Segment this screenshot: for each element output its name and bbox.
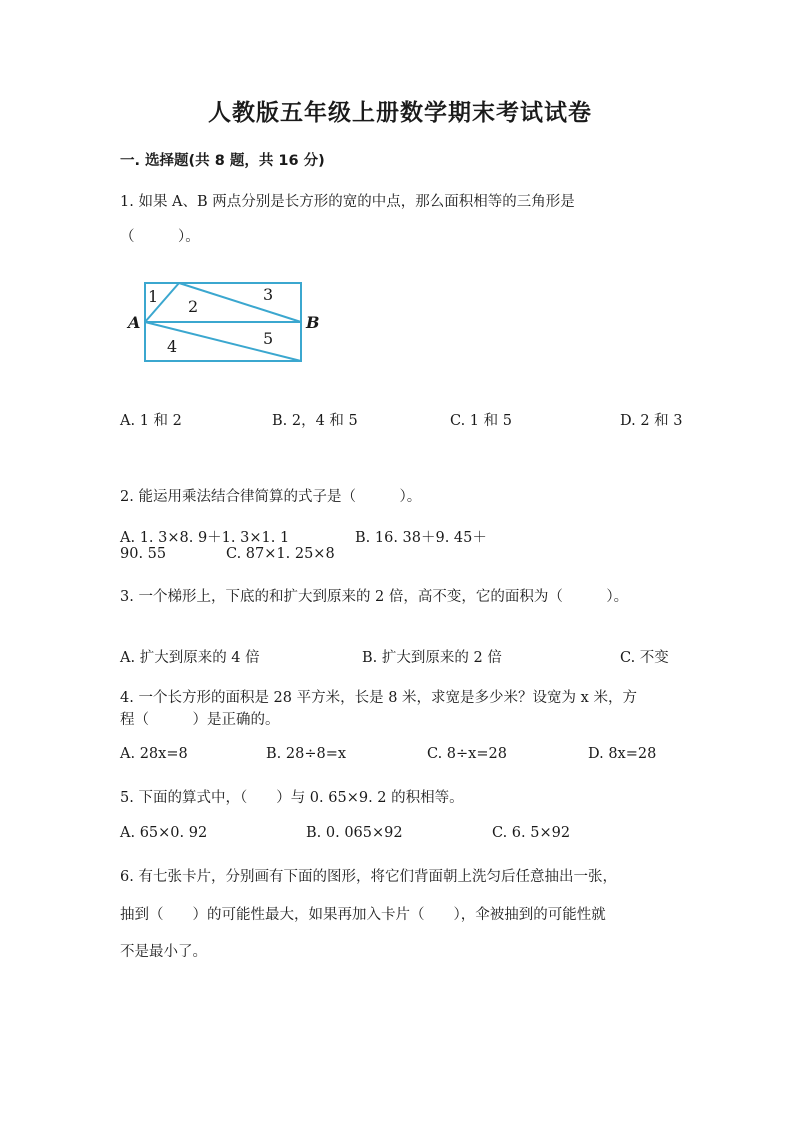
figure-label-2: 2 — [188, 297, 199, 316]
question-1-blank: （ ）。 — [120, 229, 200, 245]
question-1-text: 1. 如果 A、B 两点分别是长方形的宽的中点，那么面积相等的三角形是 — [120, 194, 575, 210]
question-4-option-d[interactable]: D. 8x=28 — [588, 746, 657, 762]
question-4-text-line2: 程（ ）是正确的。 — [120, 712, 280, 728]
figure-label-1: 1 — [148, 287, 159, 306]
question-5-text: 5. 下面的算式中，（ ）与 0. 65×9. 2 的积相等。 — [120, 790, 464, 806]
question-6-text-line3: 不是最小了。 — [120, 944, 207, 960]
question-2-option-b-continued: 90. 55 — [120, 546, 167, 562]
figure-point-a: A — [128, 313, 141, 332]
section-heading-choice: 一. 选择题(共 8 题，共 16 分) — [120, 153, 325, 169]
question-6-text-line1: 6. 有七张卡片，分别画有下面的图形，将它们背面朝上洗匀后任意抽出一张， — [120, 869, 617, 885]
question-5-option-c[interactable]: C. 6. 5×92 — [492, 825, 571, 841]
question-3-option-b[interactable]: B. 扩大到原来的 2 倍 — [362, 650, 502, 666]
question-3-option-a[interactable]: A. 扩大到原来的 4 倍 — [120, 650, 260, 666]
figure-label-5: 5 — [263, 329, 274, 348]
question-1-option-a[interactable]: A. 1 和 2 — [120, 413, 182, 429]
question-1-figure — [115, 270, 355, 380]
question-5-option-b[interactable]: B. 0. 065×92 — [306, 825, 403, 841]
figure-point-b: B — [306, 313, 320, 332]
question-4-option-b[interactable]: B. 28÷8=x — [266, 746, 347, 762]
question-3-text: 3. 一个梯形上，下底的和扩大到原来的 2 倍，高不变，它的面积为（ ）。 — [120, 589, 629, 605]
question-4-option-a[interactable]: A. 28x=8 — [120, 746, 188, 762]
exam-title: 人教版五年级上册数学期末考试试卷 — [208, 100, 592, 126]
question-6-text-line2: 抽到（ ）的可能性最大，如果再加入卡片（ ），伞被抽到的可能性就 — [120, 907, 606, 923]
question-1-option-d[interactable]: D. 2 和 3 — [620, 413, 683, 429]
figure-label-3: 3 — [263, 285, 274, 304]
question-5-option-a[interactable]: A. 65×0. 92 — [120, 825, 208, 841]
question-4-text-line1: 4. 一个长方形的面积是 28 平方米，长是 8 米，求宽是多少米？设宽为 x 米，方 — [120, 690, 637, 706]
question-4-option-c[interactable]: C. 8÷x=28 — [427, 746, 507, 762]
question-3-option-c[interactable]: C. 不变 — [620, 650, 669, 666]
figure-label-4: 4 — [167, 337, 178, 356]
question-2-text: 2. 能运用乘法结合律简算的式子是（ ）。 — [120, 489, 422, 505]
question-2-option-c[interactable]: C. 87×1. 25×8 — [226, 546, 335, 562]
question-1-option-b[interactable]: B. 2，4 和 5 — [272, 413, 358, 429]
question-2-option-b[interactable]: B. 16. 38＋9. 45＋ — [355, 530, 487, 546]
question-1-option-c[interactable]: C. 1 和 5 — [450, 413, 512, 429]
question-2-option-a[interactable]: A. 1. 3×8. 9＋1. 3×1. 1 — [120, 530, 290, 546]
